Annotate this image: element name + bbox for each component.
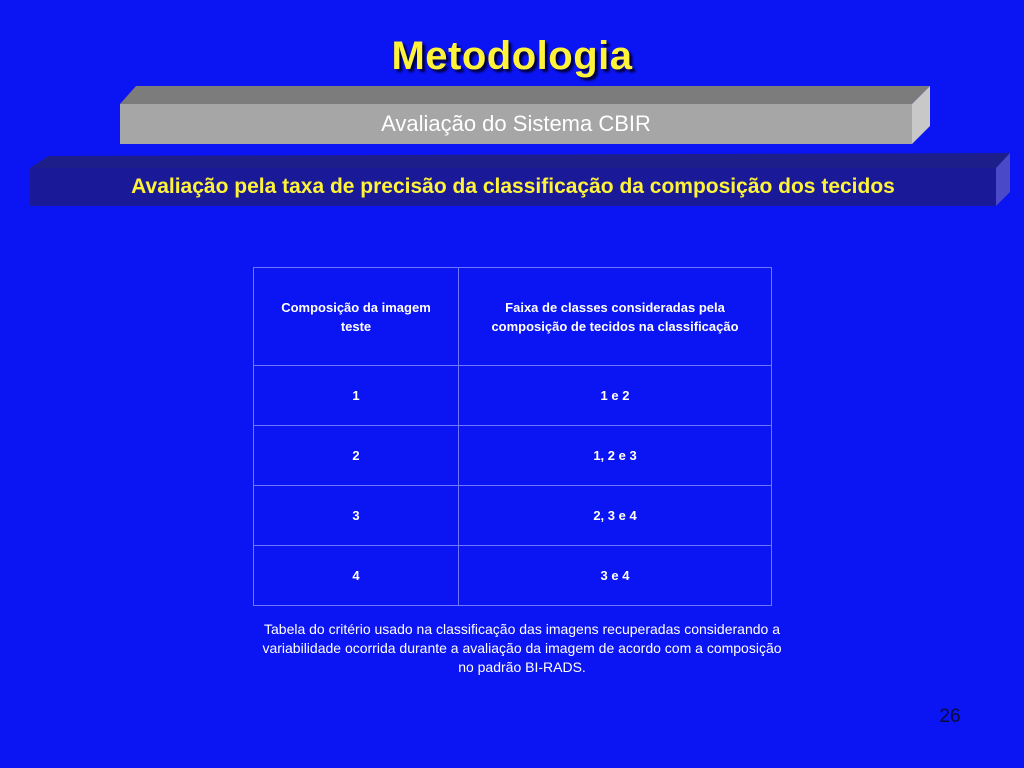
table-header-row	[254, 268, 772, 366]
table-cell: 2	[254, 426, 459, 486]
table-caption: Tabela do critério usado na classificação das imagens recuperadas considerando a variabilidade ocorrida durante a avaliação da imagem de acordo com a composição no padrão BI-RADS.	[262, 621, 782, 675]
table-cell: 1, 2 e 3	[459, 426, 772, 486]
table-row	[254, 426, 772, 486]
table-row	[254, 486, 772, 546]
criteria-table	[253, 267, 772, 606]
headline-text: Avaliação pela taxa de precisão da classificação da composição dos tecidos	[131, 175, 895, 198]
table-cell: 3 e 4	[459, 546, 772, 606]
table-cell: 1	[254, 366, 459, 426]
table-row	[254, 366, 772, 426]
header-class-range: Faixa de classes consideradas pela composição de tecidos na classificação	[459, 268, 772, 366]
headline-bar-top	[30, 153, 1010, 168]
subtitle-bar-top	[120, 86, 930, 104]
header-composition: Composição da imagem teste	[254, 268, 459, 366]
subtitle-text: Avaliação do Sistema CBIR	[381, 111, 651, 136]
table-row	[254, 546, 772, 606]
slide-title: Metodologia	[391, 34, 633, 78]
table-cell: 2, 3 e 4	[459, 486, 772, 546]
table-cell: 4	[254, 546, 459, 606]
table-cell: 1 e 2	[459, 366, 772, 426]
page-number: 26	[939, 706, 961, 727]
table-cell: 3	[254, 486, 459, 546]
